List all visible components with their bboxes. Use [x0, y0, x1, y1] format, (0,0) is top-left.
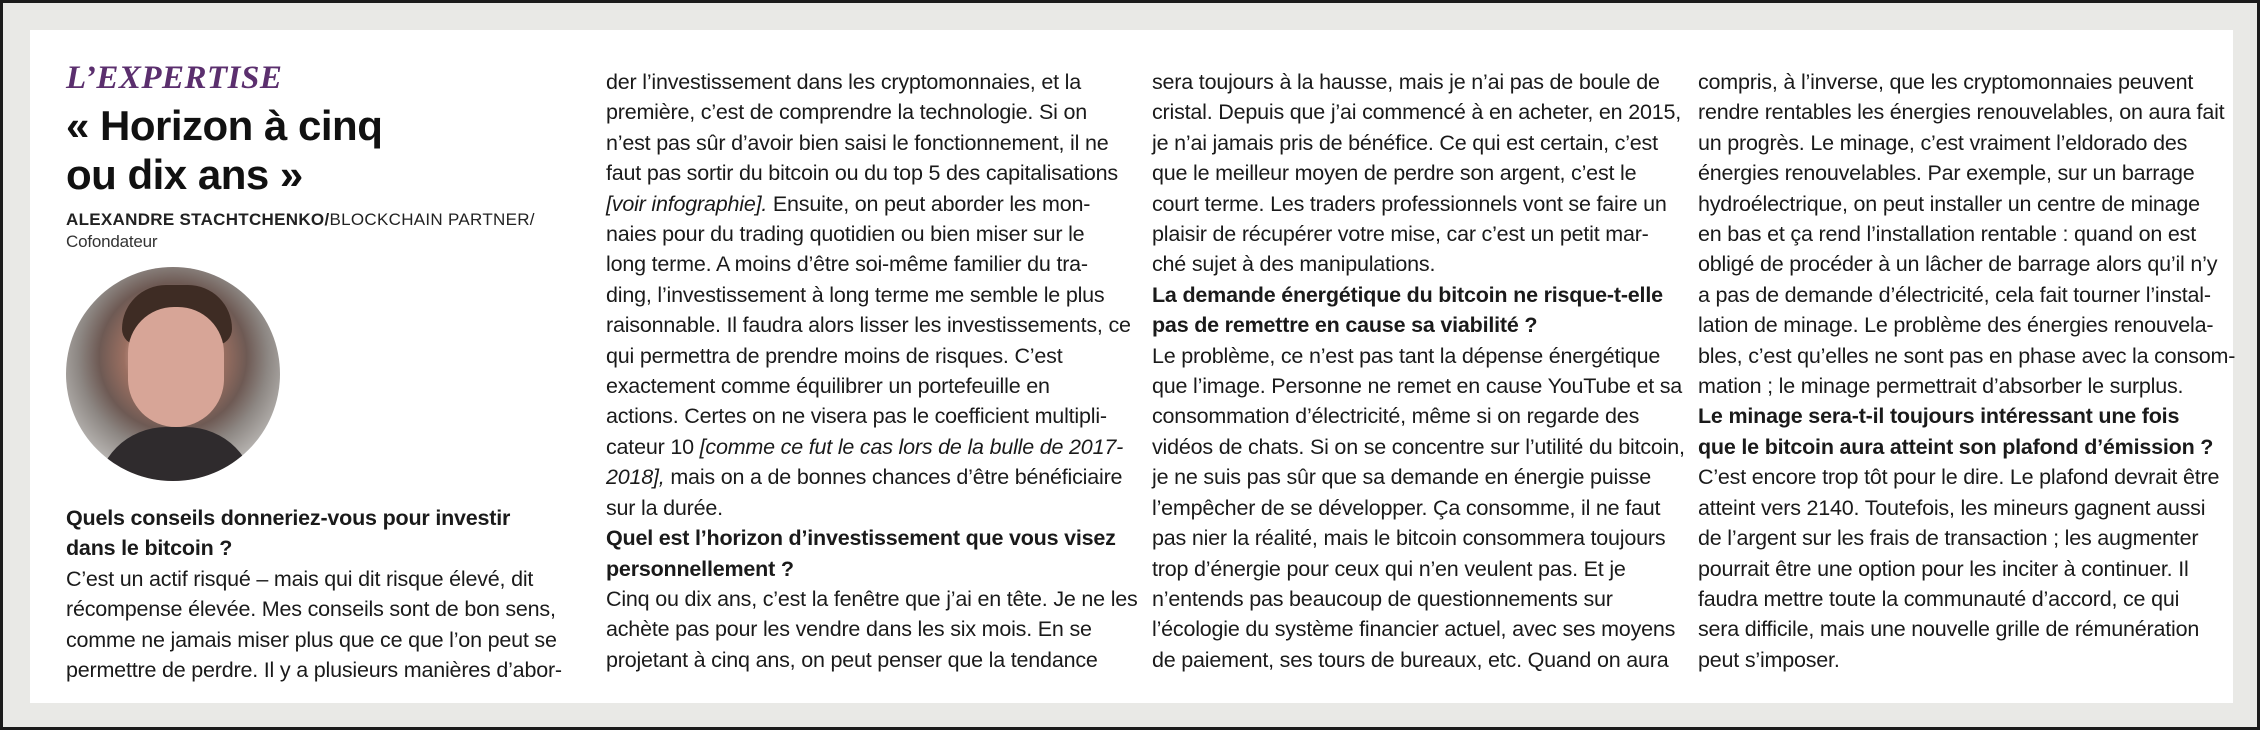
text-line: comme ne jamais miser plus que ce que l’on peut se	[66, 627, 557, 652]
text-line: plaisir de récupérer votre mise, car c’est un petit mar-	[1152, 222, 1649, 247]
text-line: vidéos de chats. Si on se concentre sur l’utilité du bitcoin,	[1152, 434, 1685, 459]
text-line	[606, 189, 1146, 219]
article-page	[30, 30, 2236, 703]
text-line: faudra mettre toute la communauté d’accord, ce qui	[1698, 586, 2180, 611]
text-line: exactement comme équilibrer un portefeuille en	[606, 374, 1050, 399]
question-line: Quels conseils donneriez-vous pour investir	[66, 506, 511, 530]
author-name: ALEXANDRE STACHTCHENKO/	[66, 210, 330, 229]
text-line: l’écologie du système financier actuel, avec ses moyens	[1152, 617, 1676, 642]
column-4	[1698, 67, 2236, 675]
text-line: l’empêcher de se développer. Ça consomme, il ne faut	[1152, 495, 1661, 520]
italic-note: 2018],	[606, 465, 665, 490]
text-line: pourrait être une option pour les inciter à continuer. Il	[1698, 556, 2189, 581]
text-line: ché sujet à des manipulations.	[1152, 252, 1436, 277]
text-line	[606, 432, 1146, 462]
column-1-text	[66, 503, 586, 685]
text-fragment: cateur 10	[606, 434, 700, 459]
question-line: pas de remettre en cause sa viabilité ?	[1152, 313, 1538, 338]
text-line: a pas de demande d’électricité, cela fait tourner l’instal-	[1698, 282, 2211, 307]
portrait-shirt	[96, 427, 256, 481]
question-line: que le bitcoin aura atteint son plafond d’émission ?	[1698, 434, 2214, 459]
text-line: je n’ai jamais pris de bénéfice. Ce qui est certain, c’est	[1152, 130, 1658, 155]
text-line: naies pour du trading quotidien ou bien miser sur le	[606, 222, 1085, 247]
text-line: énergies renouvelables. Par exemple, sur un barrage	[1698, 161, 2195, 186]
text-line: actions. Certes on ne visera pas le coefficient multipli-	[606, 404, 1107, 429]
text-line: atteint vers 2140. Toutefois, les mineurs gagnent aussi	[1698, 495, 2206, 520]
column-2	[606, 67, 1146, 675]
text-line: de paiement, ses tours de bureaux, etc. Quand on aura	[1152, 647, 1669, 672]
text-line: en bas et ça rend l’installation rentable : quand on est	[1698, 222, 2196, 247]
text-line: n’entends pas beaucoup de questionnements sur	[1152, 586, 1613, 611]
text-line: cristal. Depuis que j’ai commencé à en acheter, en 2015,	[1152, 100, 1681, 125]
text-line: consommation d’électricité, même si on regarde des	[1152, 404, 1640, 429]
column-1	[66, 60, 586, 685]
text-line: peut s’imposer.	[1698, 647, 1840, 672]
question-line: La demande énergétique du bitcoin ne risque-t-elle	[1152, 282, 1663, 307]
text-line: trop d’énergie pour ceux qui n’en veulent pas. Et je	[1152, 556, 1626, 581]
text-line: compris, à l’inverse, que les cryptomonnaies peuvent	[1698, 70, 2194, 94]
question-line: Quel est l’horizon d’investissement que vous visez	[606, 526, 1116, 551]
text-fragment: mais on a de bonnes chances d’être bénéficiaire	[664, 465, 1123, 490]
text-fragment: Ensuite, on peut aborder les mon-	[767, 191, 1091, 216]
text-line: long terme. A moins d’être soi-même familier du tra-	[606, 252, 1088, 277]
text-line: C’est encore trop tôt pour le dire. Le plafond devrait être	[1698, 465, 2220, 490]
text-line: der l’investissement dans les cryptomonnaies, et la	[606, 70, 1081, 94]
text-line: court terme. Les traders professionnels vont se faire un	[1152, 191, 1667, 216]
text-line: projetant à cinq ans, on peut penser que la tendance	[606, 647, 1098, 672]
italic-note: [voir infographie].	[606, 191, 768, 216]
portrait-face	[128, 307, 224, 427]
text-line: je ne suis pas sûr que sa demande en énergie puisse	[1152, 465, 1651, 490]
text-line	[606, 462, 1146, 492]
text-line: faut pas sortir du bitcoin ou du top 5 des capitalisations	[606, 161, 1118, 186]
author-role: Cofondateur	[66, 232, 158, 251]
text-line: sera toujours à la hausse, mais je n’ai pas de boule de	[1152, 70, 1660, 94]
text-line: achète pas pour les vendre dans les six mois. En se	[606, 617, 1092, 642]
column-3	[1152, 67, 1692, 675]
headline	[66, 101, 586, 199]
text-line: rendre rentables les énergies renouvelables, on aura fait	[1698, 100, 2225, 125]
text-line: de l’argent sur les frais de transaction ; les augmenter	[1698, 526, 2199, 551]
byline	[66, 209, 586, 231]
text-line: mation ; le minage permettrait d’absorber le surplus.	[1698, 374, 2184, 399]
text-line: un progrès. Le minage, c’est vraiment l’eldorado des	[1698, 130, 2188, 155]
text-line: Le problème, ce n’est pas tant la dépense énergétique	[1152, 343, 1661, 368]
text-line: n’est pas sûr d’avoir bien saisi le fonctionnement, il ne	[606, 130, 1109, 155]
text-line: sur la durée.	[606, 495, 723, 520]
question-line: dans le bitcoin ?	[66, 536, 233, 561]
text-line: permettre de perdre. Il y a plusieurs manières d’abor-	[66, 658, 562, 683]
text-line: pas nier la réalité, mais le bitcoin consommera toujours	[1152, 526, 1666, 551]
question-line: personnellement ?	[606, 556, 794, 581]
text-line: ding, l’investissement à long terme me semble le plus	[606, 282, 1105, 307]
question-line: Le minage sera-t-il toujours intéressant une fois	[1698, 404, 2180, 429]
text-line: bles, c’est qu’elles ne sont pas en phase avec la consom-	[1698, 343, 2236, 368]
text-line: sera difficile, mais une nouvelle grille de rémunération	[1698, 617, 2200, 642]
text-line: Cinq ou dix ans, c’est la fenêtre que j’ai en tête. Je ne les	[606, 586, 1138, 611]
text-line: C’est un actif risqué – mais qui dit risque élevé, dit	[66, 566, 534, 591]
text-line: raisonnable. Il faudra alors lisser les investissements, ce	[606, 313, 1131, 338]
text-line: récompense élevée. Mes conseils sont de bon sens,	[66, 597, 556, 622]
author-portrait	[66, 267, 280, 481]
text-line: obligé de procéder à un lâcher de barrage alors qu’il n’y	[1698, 252, 2218, 277]
text-line: lation de minage. Le problème des énergies renouvela-	[1698, 313, 2214, 338]
text-line: que le meilleur moyen de perdre son argent, c’est le	[1152, 161, 1637, 186]
italic-note: [comme ce fut le cas lors de la bulle de 2017-	[699, 434, 1124, 459]
text-line: hydroélectrique, on peut installer un centre de minage	[1698, 191, 2200, 216]
text-line: qui permettra de prendre moins de risques. C’est	[606, 343, 1063, 368]
text-line: première, c’est de comprendre la technologie. Si on	[606, 100, 1087, 125]
text-line: que l’image. Personne ne remet en cause YouTube et sa	[1152, 374, 1683, 399]
section-kicker: L’EXPERTISE	[66, 60, 283, 96]
author-org: BLOCKCHAIN PARTNER/	[329, 210, 535, 229]
headline-line: « Horizon à cinq	[66, 102, 383, 149]
headline-line: ou dix ans »	[66, 151, 303, 198]
